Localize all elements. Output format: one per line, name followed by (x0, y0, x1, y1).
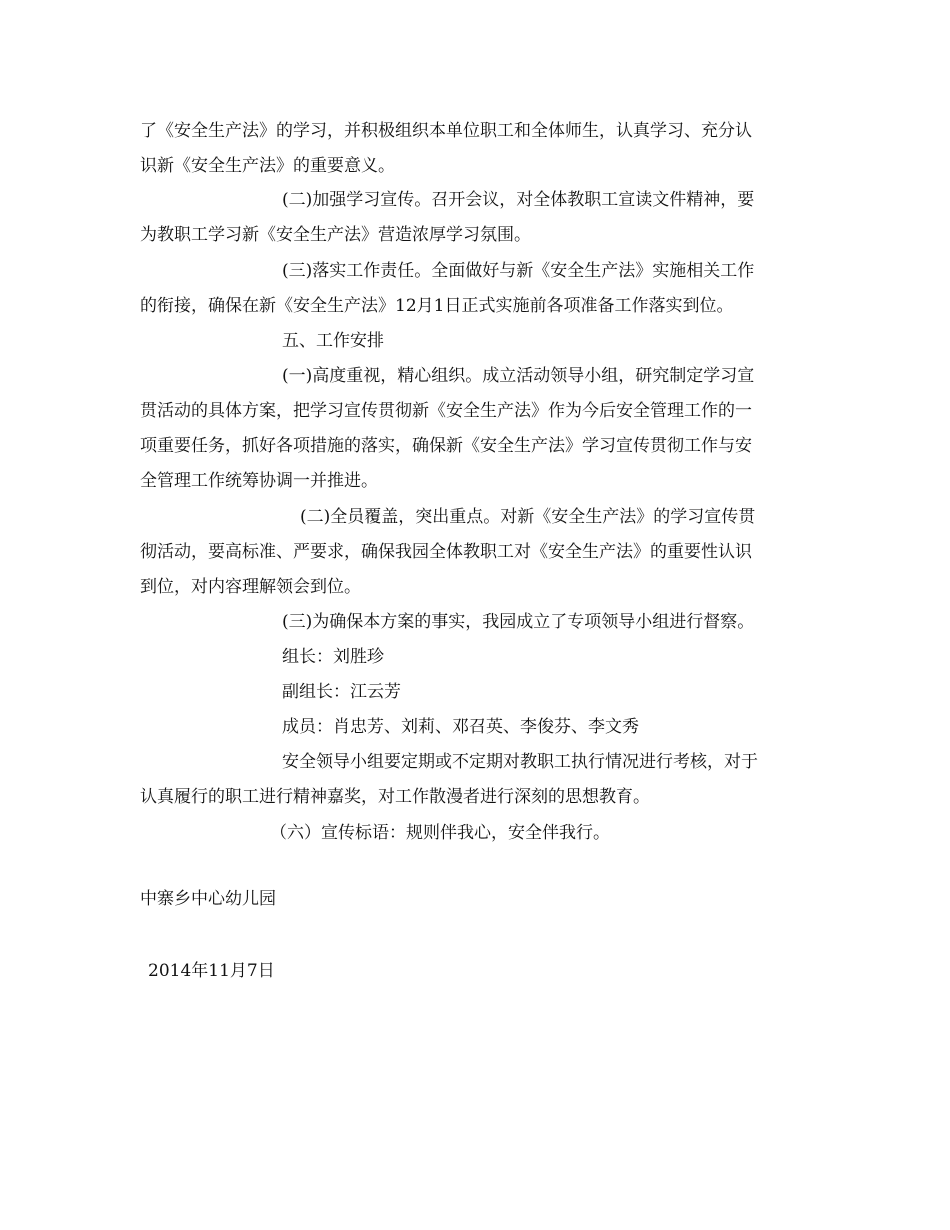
team-members: 成员：肖忠芳、刘莉、邓召英、李俊芬、李文秀 (282, 717, 639, 737)
body-line: (一)高度重视，精心组织。成立活动领导小组，研究制定学习宣 (282, 366, 755, 386)
body-line: 到位，对内容理解领会到位。 (140, 577, 361, 597)
slogan-line: （六）宣传标语：规则伴我心，安全伴我行。 (270, 823, 610, 843)
body-line: 了《安全生产法》的学习，并积极组织本单位职工和全体师生，认真学习、充分认 (140, 121, 752, 141)
body-line: (二)加强学习宣传。召开会议，对全体教职工宣读文件精神，要 (282, 190, 755, 210)
body-line: 识新《安全生产法》的重要意义。 (140, 156, 395, 176)
body-line: 为教职工学习新《安全生产法》营造浓厚学习氛围。 (140, 225, 531, 245)
body-line: 的衔接，确保在新《安全生产法》12月1日正式实施前各项准备工作落实到位。 (140, 296, 734, 316)
body-line: (二)全员覆盖，突出重点。对新《安全生产法》的学习宣传贯 (300, 507, 756, 527)
section-heading: 五、工作安排 (282, 331, 384, 351)
body-line: 彻活动，要高标准、严要求，确保我园全体教职工对《安全生产法》的重要性认识 (140, 542, 752, 562)
body-line: (三)为确保本方案的事实，我园成立了专项领导小组进行督察。 (282, 612, 755, 632)
body-line: 全管理工作统筹协调一并推进。 (140, 471, 378, 491)
document-date: 2014年11月7日 (148, 961, 275, 981)
body-line: 安全领导小组要定期或不定期对教职工执行情况进行考核，对于 (282, 752, 758, 772)
team-deputy-leader: 副组长：江云芳 (282, 682, 401, 702)
body-line: 项重要任务，抓好各项措施的落实，确保新《安全生产法》学习宣传贯彻工作与安 (140, 436, 752, 456)
organization-signature: 中寨乡中心幼儿园 (140, 889, 276, 909)
team-leader: 组长：刘胜珍 (282, 647, 384, 667)
body-line: 贯活动的具体方案，把学习宣传贯彻新《安全生产法》作为今后安全管理工作的一 (140, 401, 752, 421)
body-line: 认真履行的职工进行精神嘉奖，对工作散漫者进行深刻的思想教育。 (140, 787, 650, 807)
body-line: (三)落实工作责任。全面做好与新《安全生产法》实施相关工作 (282, 261, 755, 281)
